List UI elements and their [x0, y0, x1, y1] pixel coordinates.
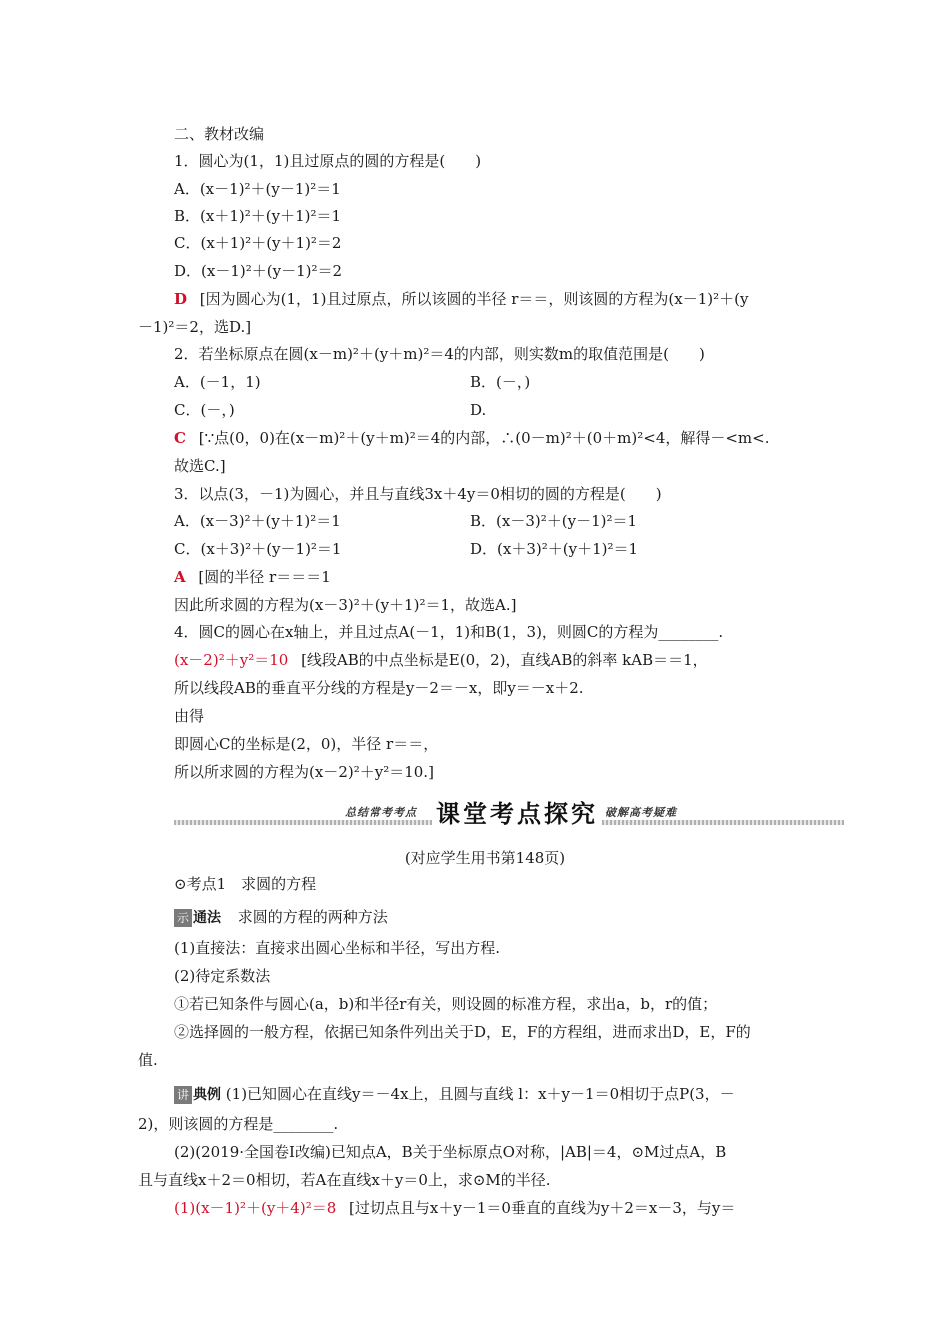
example-part2-line2: 且与直线x＋2＝0相切，若A在直线x＋y＝0上，求⊙M的半径. [138, 1171, 551, 1189]
q1-solution-line2: －1)²＝2，选D.] [138, 318, 252, 336]
q2-solution-line2: 故选C.] [174, 457, 226, 475]
q3-stem: 3．以点(3，－1)为圆心，并且与直线3x＋4y＝0相切的圆的方程是( ) [174, 485, 662, 503]
method-line-5: 值. [138, 1051, 158, 1069]
q2-solution-text: [∵点(0，0)在(x－m)²＋(y＋m)²＝4的内部，∴(0－m)²＋(0＋m)²<4，解得－<m<. [198, 429, 770, 447]
method-heading [174, 907, 388, 928]
example-part1-line1: (1)已知圆心在直线y＝－4x上，且圆与直线 l：x＋y－1＝0相切于点P(3，－ [225, 1085, 735, 1103]
example-heading [174, 1084, 735, 1105]
method-tag-icon: 示 [174, 909, 192, 927]
q1-option-b: B．(x＋1)²＋(y＋1)²＝1 [174, 207, 342, 225]
q1-solution-line1 [174, 289, 748, 309]
example-part2-line1: (2)(2019·全国卷Ⅰ改编)已知点A，B关于坐标原点O对称，|AB|＝4，⊙M过点A，B [174, 1143, 727, 1161]
q2-stem: 2．若坐标原点在圆(x－m)²＋(y＋m)²＝4的内部，则实数m的取值范围是( ) [174, 345, 705, 363]
q1-solution-text: [因为圆心为(1，1)且过原点，所以该圆的半径 r＝＝，则该圆的方程为(x－1)²＋(y [199, 290, 749, 308]
method-title: 求圆的方程的两种方法 [237, 908, 388, 926]
q2-option-a: A．(－1，1) [174, 373, 261, 391]
q3-solution-line2: 因此所求圆的方程为(x－3)²＋(y＋1)²＝1，故选A.] [174, 596, 517, 614]
method-line-1: (1)直接法：直接求出圆心坐标和半径，写出方程. [174, 939, 501, 957]
section-heading: 二、教材改编 [174, 125, 265, 143]
q2-option-d: D. [470, 401, 487, 419]
example-answer-solution: [过切点且与x＋y－1＝0垂直的直线为y＋2＝x－3，与y＝ [349, 1199, 736, 1217]
q3-answer: A [174, 568, 186, 586]
q4-solution-line4: 即圆心C的坐标是(2，0)，半径 r＝＝， [174, 735, 439, 753]
example-part1-line2: 2)，则该圆的方程是________. [138, 1115, 339, 1133]
q1-answer: D [174, 290, 188, 308]
method-line-2: (2)待定系数法 [174, 967, 271, 985]
q1-option-a: A．(x－1)²＋(y－1)²＝1 [174, 180, 341, 198]
q3-option-b: B．(x－3)²＋(y－1)²＝1 [470, 512, 638, 530]
q2-option-b: B．(－，) [470, 373, 531, 391]
q4-solution-line2: 所以线段AB的垂直平分线的方程是y－2＝－x，即y＝－x＋2. [174, 679, 584, 697]
kaodian-heading: ⊙考点1 求圆的方程 [174, 875, 317, 893]
q2-answer: C [174, 429, 186, 447]
banner-title: 课堂考点探究 [432, 794, 602, 829]
example-tag-icon: 讲 [174, 1086, 192, 1104]
method-line-4: ②选择圆的一般方程，依据已知条件列出关于D，E，F的方程组，进而求出D，E，F的 [174, 1023, 751, 1041]
q3-option-a: A．(x－3)²＋(y＋1)²＝1 [174, 512, 341, 530]
q1-option-c: C．(x＋1)²＋(y＋1)²＝2 [174, 234, 342, 252]
q4-solution-line3: 由得 [174, 707, 205, 725]
q3-option-c: C．(x＋3)²＋(y－1)²＝1 [174, 540, 342, 558]
q4-solution-line5: 所以所求圆的方程为(x－2)²＋y²＝10.] [174, 763, 434, 781]
q1-stem: 1．圆心为(1，1)且过原点的圆的方程是( ) [174, 152, 482, 170]
q3-option-d: D．(x＋3)²＋(y＋1)²＝1 [470, 540, 639, 558]
banner-left-text: 总结常考考点 [342, 804, 420, 820]
q4-solution-line1 [174, 650, 708, 670]
q2-solution-line1 [174, 428, 770, 448]
q4-answer: (x－2)²＋y²＝10 [174, 651, 289, 669]
book-page-reference: (对应学生用书第148页) [404, 849, 566, 867]
q3-solution-text: [圆的半径 r＝＝＝1 [198, 568, 331, 586]
banner-right-text: 破解高考疑难 [602, 804, 680, 820]
q4-solution-text: [线段AB的中点坐标是E(0，2)，直线AB的斜率 kAB＝＝1， [301, 651, 708, 669]
section-banner [174, 796, 844, 832]
method-line-3: ①若已知条件与圆心(a，b)和半径r有关，则设圆的标准方程，求出a，b，r的值； [174, 995, 718, 1013]
example-answer: (1)(x－1)²＋(y＋4)²＝8 [174, 1199, 337, 1217]
example-answer-line [174, 1198, 735, 1218]
method-tag-word: 通法 [193, 910, 222, 926]
q4-stem: 4．圆C的圆心在x轴上，并且过点A(－1，1)和B(1，3)，则圆C的方程为________. [174, 623, 724, 641]
q2-option-c: C．(－，) [174, 401, 235, 419]
example-tag-word: 典例 [193, 1087, 222, 1103]
q3-solution-line1 [174, 567, 331, 587]
q1-option-d: D．(x－1)²＋(y－1)²＝2 [174, 262, 343, 280]
